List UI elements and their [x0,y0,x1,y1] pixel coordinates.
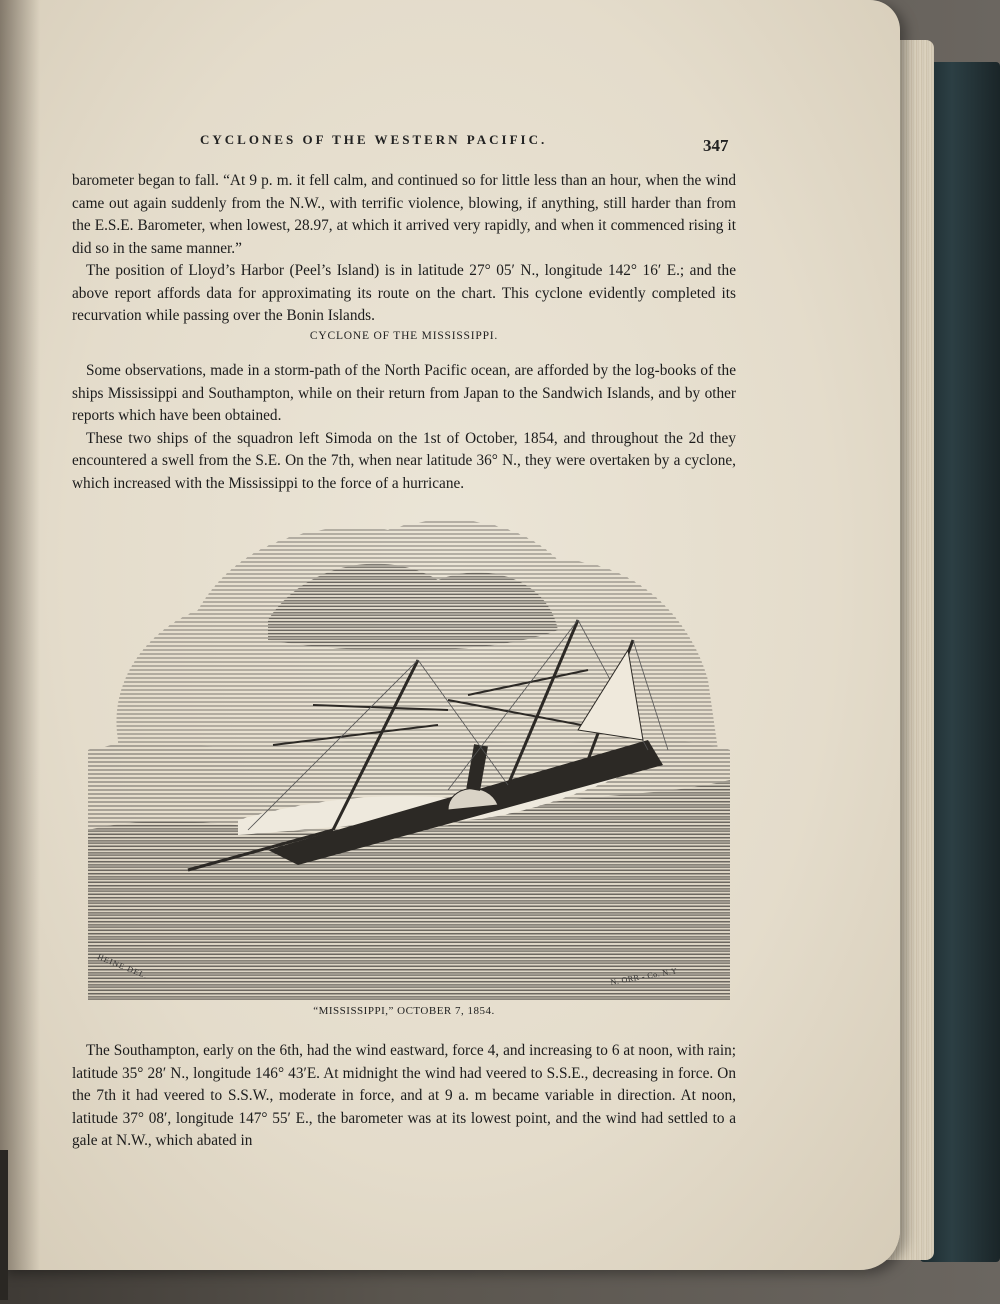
paragraph: These two ships of the squadron left Simoda on the 1st of October, 1854, and throughout the 2d they encountered a swell from the S.E. On the 7th, when near latitude 36° N., they were overtaken by a cyclone, which increased with the Mississippi to the force of a hurricane. [72,429,736,492]
paragraph: barometer began to fall. “At 9 p. m. it fell calm, and continued so for little less than an hour, when the wind came out again suddenly from the N.W., with terrific violence, blowing, if anything, still harder than from the E.S.E. Barometer, when lowest, 28.97, at which it arrived very rapidly, and when it commenced rising it did so in the same manner.” [72,172,736,257]
engraver-signature-left: HEINE DEL. [96,952,150,981]
text-block-top [72,170,736,328]
page-number: 347 [703,136,729,155]
paragraph: The position of Lloyd’s Harbor (Peel’s Island) is in latitude 27° 05′ N., longitude 142° 16′ E.; and the above report affords data for approximating its route on the chart. This cyclone evidently completed its recurvation while passing over the Bonin Islands. [72,262,736,324]
figure-caption: “MISSISSIPPI,” OCTOBER 7, 1854. [313,1005,495,1017]
paragraph: The Southampton, early on the 6th, had the wind eastward, force 4, and increasing to 6 at noon, with rain; latitude 35° 28′ N., longitude 146° 43′E. At midnight the wind had veered to S.S.E., decreasing in force. On the 7th it had veered to S.S.W., moderate in force, and at 9 a. m became variable in direction. At noon, latitude 37° 08′, longitude 147° 55′ E., the barometer was at its lowest point, and the wind had settled to a gale at N.W., which abated in [72,1042,736,1149]
ship-engraving [88,500,730,1000]
table-edge [0,1150,8,1300]
gutter-shadow [0,0,40,1270]
running-title: CYCLONES OF THE WESTERN PACIFIC. [200,132,548,147]
engraver-signature-right: N. ORR - Co. N.Y [609,966,679,987]
text-block-middle [72,360,736,495]
paragraph: Some observations, made in a storm-path of the North Pacific ocean, are afforded by the log-books of the ships Mississippi and Southampton, while on their return from Japan to the Sandwich Islands, and by other reports which have been obtained. [72,362,736,424]
text-block-bottom [72,1040,736,1153]
section-heading: CYCLONE OF THE MISSISSIPPI. [309,330,499,342]
